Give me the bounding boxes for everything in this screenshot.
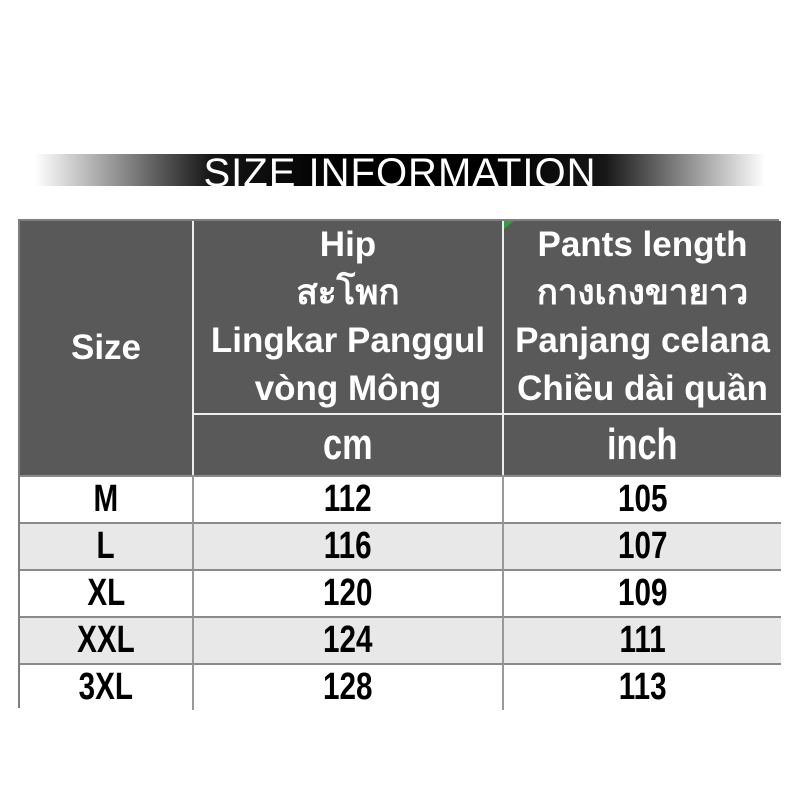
header-pants-en: Pants length <box>537 225 748 264</box>
hip-value: 112 <box>324 478 372 520</box>
table-row-xl-hip <box>194 569 504 616</box>
header-size <box>20 221 194 475</box>
length-value: 107 <box>617 525 668 567</box>
size-value: XL <box>87 572 125 614</box>
table-row-l-hip <box>194 522 504 569</box>
header-pants-id: Panjang celana <box>515 321 770 360</box>
header-hip-en: Hip <box>319 225 377 264</box>
length-value: 111 <box>619 619 666 661</box>
length-value: 113 <box>618 666 667 708</box>
hip-value: 128 <box>323 666 373 708</box>
table-row-m-length <box>504 475 781 522</box>
hip-value: 116 <box>324 525 372 567</box>
corner-marker-icon <box>504 221 514 229</box>
header-pants-vi: Chiều dài quần <box>517 369 768 408</box>
table-row-xxl-size <box>20 616 194 663</box>
size-value: 3XL <box>78 666 134 708</box>
unit-inch-label: inch <box>607 420 678 469</box>
header-hip-vi: vòng Mông <box>254 369 442 408</box>
size-value: XXL <box>77 619 135 661</box>
table-row-3xl-size <box>20 663 194 710</box>
table-row-3xl-hip <box>194 663 504 710</box>
table-row-m-hip <box>194 475 504 522</box>
header-hip-id: Lingkar Panggul <box>210 321 486 360</box>
table-row-xl-length <box>504 569 781 616</box>
hip-value: 124 <box>323 619 373 661</box>
header-hip-th: สะโพก <box>296 273 400 312</box>
table-row-xl-size <box>20 569 194 616</box>
header-size-label: Size <box>70 328 142 367</box>
hip-value: 120 <box>323 572 373 614</box>
table-row-m-size <box>20 475 194 522</box>
table-row-xxl-hip <box>194 616 504 663</box>
unit-cm-label: cm <box>323 420 373 469</box>
table-row-l-length <box>504 522 781 569</box>
title-band <box>35 154 765 186</box>
table-row-3xl-length <box>504 663 781 710</box>
table-row-xxl-length <box>504 616 781 663</box>
length-value: 105 <box>617 478 668 520</box>
length-value: 109 <box>617 572 668 614</box>
header-pants-length <box>504 221 781 415</box>
header-unit-cm <box>194 415 504 475</box>
page-title: SIZE INFORMATION <box>203 154 597 186</box>
header-pants-th: กางเกงขายาว <box>536 273 749 312</box>
size-value: L <box>96 525 116 567</box>
header-unit-inch <box>504 415 781 475</box>
table-row-l-size <box>20 522 194 569</box>
size-table <box>18 219 779 708</box>
header-hip <box>194 221 504 415</box>
size-value: M <box>93 478 119 520</box>
